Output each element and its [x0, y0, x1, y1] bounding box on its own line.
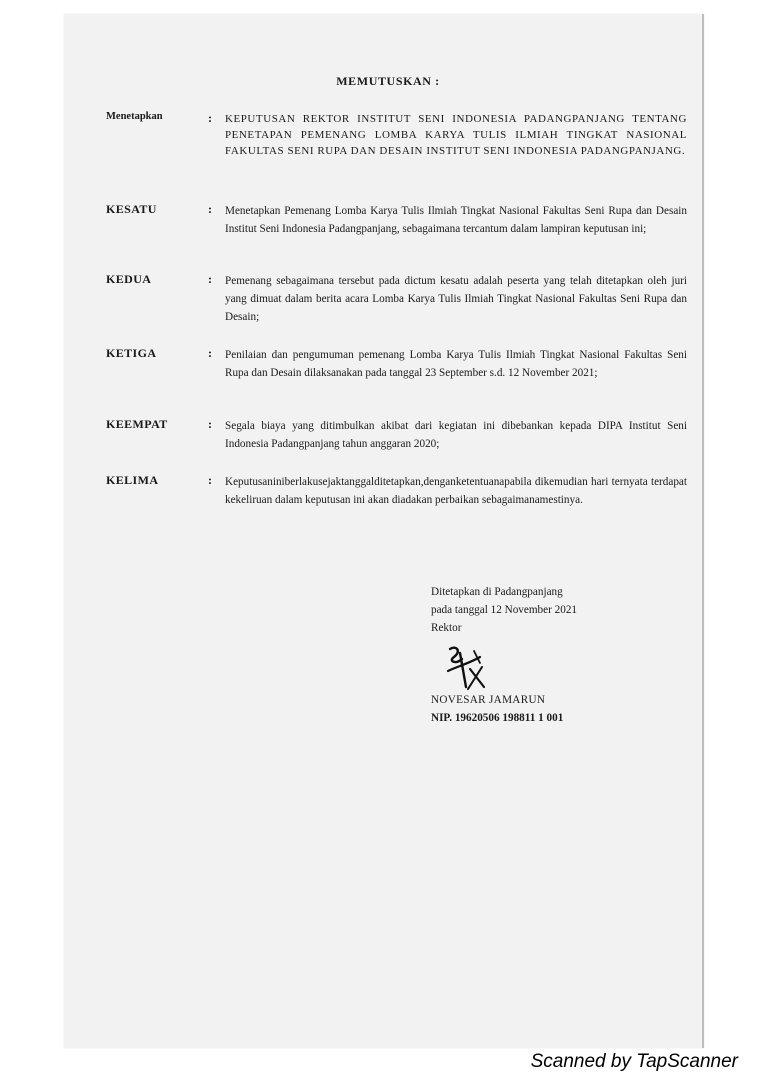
section-colon: : — [208, 417, 212, 431]
signature-date: pada tanggal 12 November 2021 — [431, 604, 578, 616]
section-label: KESATU — [106, 202, 157, 216]
section-text: Penilaian dan pengumuman pemenang Lomba Karya Tulis Ilmiah Tingkat Nasional Fakultas Seni Rupa dan Desain dilaksanakan pada tanggal 23 September s.d. 12 November 2021; — [225, 349, 687, 379]
scanned-page — [64, 14, 704, 1048]
section-text: KEPUTUSAN REKTOR INSTITUT SENI INDONESIA PADANGPANJANG TENTANG PENETAPAN PEMENANG LOMBA KARYA TULIS ILMIAH TINGKAT NASIONAL FAKULTAS SENI RUPA DAN DESAIN INSTITUT SENI INDONESIA PADANGPANJANG. — [225, 113, 687, 157]
signatory-nip: NIP. 19620506 198811 1 001 — [431, 712, 564, 724]
section-label: Menetapkan — [106, 111, 163, 122]
handwritten-signature-icon — [440, 643, 492, 693]
section-label: KELIMA — [106, 473, 159, 487]
section-text: Segala biaya yang ditimbulkan akibat dari kegiatan ini dibebankan kepada DIPA Institut Seni Indonesia Padangpanjang tahun anggaran 2020; — [225, 420, 687, 450]
section-colon: : — [208, 346, 212, 360]
section-colon: : — [208, 473, 212, 487]
section-text: Pemenang sebagaimana tersebut pada dictum kesatu adalah peserta yang telah ditetapkan oleh juri yang dimuat dalam berita acara Lomba Karya Tulis Ilmiah Tingkat Nasional Fakultas Seni Rupa dan Desain; — [225, 275, 687, 323]
scanner-watermark: Scanned by TapScanner — [530, 1051, 738, 1072]
decision-heading: MEMUTUSKAN : — [336, 74, 440, 88]
page-edge — [702, 14, 704, 1048]
signature-place: Ditetapkan di Padangpanjang — [431, 586, 563, 598]
signature-title: Rektor — [431, 622, 462, 634]
section-text: Menetapkan Pemenang Lomba Karya Tulis Ilmiah Tingkat Nasional Fakultas Seni Rupa dan Desain Institut Seni Indonesia Padangpanjang, sebagaimana tercantum dalam lampiran keputusan ini; — [225, 205, 687, 235]
section-label: KEDUA — [106, 272, 152, 286]
section-label: KEEMPAT — [106, 417, 168, 431]
section-label: KETIGA — [106, 346, 157, 360]
signatory-name: NOVESAR JAMARUN — [431, 694, 546, 706]
section-colon: : — [208, 202, 212, 216]
section-colon: : — [208, 111, 212, 125]
section-text: Keputusaniniberlakusejaktanggalditetapkan,denganketentuanapabila dikemudian hari ternyata terdapat kekeliruan dalam keputusan ini akan diadakan perbaikan sebagaimanamestinya. — [225, 476, 687, 506]
section-colon: : — [208, 272, 212, 286]
